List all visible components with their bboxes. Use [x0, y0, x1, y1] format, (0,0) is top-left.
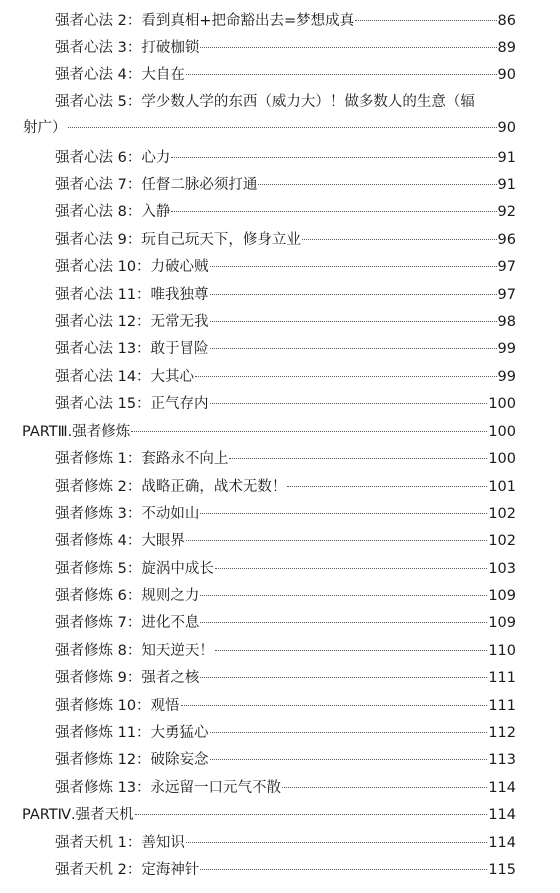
- dot-leader: [210, 321, 497, 322]
- toc-entry-title: 强者修炼 7：进化不息: [55, 615, 200, 631]
- dot-leader: [200, 622, 487, 623]
- toc-entry-title: 强者修炼 2：战略正确，战术无数！: [55, 479, 287, 495]
- toc-entry-training-9[interactable]: [0, 666, 560, 690]
- toc-page-number: 103: [488, 561, 516, 577]
- toc-page-number: 109: [488, 615, 516, 631]
- dot-leader: [171, 211, 496, 212]
- toc-entry-mindset-9[interactable]: [0, 228, 560, 252]
- dot-leader: [210, 759, 488, 760]
- dot-leader: [355, 20, 496, 21]
- toc-part-title: PARTⅢ.强者修炼: [22, 424, 131, 440]
- toc-page-number: 90: [497, 67, 516, 83]
- toc-page-number: 97: [497, 287, 516, 303]
- toc-entry-title: 强者心法 12：无常无我: [55, 314, 209, 330]
- dot-leader: [200, 513, 487, 514]
- toc-page-number: 109: [488, 588, 516, 604]
- toc-entry-secret-2[interactable]: [0, 858, 560, 882]
- dot-leader: [229, 458, 487, 459]
- dot-leader: [210, 294, 497, 295]
- toc-entry-title: 强者天机 1：善知识: [55, 835, 185, 851]
- toc-entry-title: 强者心法 2：看到真相+把命豁出去=梦想成真: [55, 13, 355, 29]
- toc-page-number: 92: [497, 204, 516, 220]
- toc-entry-title: 强者修炼 5：旋涡中成长: [55, 561, 214, 577]
- toc-page-number: 89: [497, 40, 516, 56]
- toc-page-number: 90: [497, 120, 516, 136]
- toc-page-number: 113: [488, 752, 516, 768]
- dot-leader: [210, 266, 497, 267]
- toc-page-number: 91: [497, 177, 516, 193]
- toc-entry-mindset-12[interactable]: [0, 310, 560, 334]
- toc-entry-title: 强者心法 14：大其心: [55, 369, 195, 385]
- dot-leader: [210, 732, 488, 733]
- toc-entry-mindset-15[interactable]: [0, 392, 560, 416]
- dot-leader: [200, 869, 487, 870]
- toc-entry-training-11[interactable]: [0, 721, 560, 745]
- toc-entry-mindset-7[interactable]: [0, 173, 560, 197]
- toc-page-number: 86: [497, 13, 516, 29]
- toc-entry-mindset-8[interactable]: [0, 200, 560, 224]
- toc-page-number: 102: [488, 506, 516, 522]
- toc-entry-training-6[interactable]: [0, 584, 560, 608]
- dot-leader: [131, 431, 487, 432]
- toc-entry-training-4[interactable]: [0, 529, 560, 553]
- dot-leader: [215, 650, 487, 651]
- toc-entry-training-2[interactable]: [0, 475, 560, 499]
- toc-entry-training-12[interactable]: [0, 748, 560, 772]
- toc-entry-title: 强者心法 10：力破心贼: [55, 259, 209, 275]
- toc-part-title: PARTⅣ.强者天机: [22, 807, 134, 823]
- toc-page-number: 114: [488, 780, 516, 796]
- toc-entry-mindset-13[interactable]: [0, 337, 560, 361]
- toc-entry-training-3[interactable]: [0, 502, 560, 526]
- toc-entry-training-13[interactable]: [0, 776, 560, 800]
- toc-entry-title: 强者修炼 11：大勇猛心: [55, 725, 209, 741]
- dot-leader: [210, 403, 488, 404]
- toc-page-number: 100: [488, 451, 516, 467]
- dot-leader: [287, 486, 487, 487]
- toc-page-number: 114: [488, 835, 516, 851]
- dot-leader: [195, 376, 496, 377]
- toc-page-number: 101: [488, 479, 516, 495]
- toc-entry-mindset-6[interactable]: [0, 146, 560, 170]
- toc-page-number: 114: [488, 807, 516, 823]
- toc-entry-title: 强者修炼 4：大眼界: [55, 533, 185, 549]
- dot-leader: [302, 239, 497, 240]
- toc-entry-training-5[interactable]: [0, 557, 560, 581]
- dot-leader: [135, 814, 488, 815]
- toc-entry-mindset-14[interactable]: [0, 365, 560, 389]
- toc-entry-title: 强者心法 13：敢于冒险: [55, 341, 209, 357]
- dot-leader: [68, 127, 497, 128]
- toc-entry-title: 强者心法 6：心力: [55, 150, 171, 166]
- toc-entry-training-10[interactable]: [0, 694, 560, 718]
- toc-part-4-heading[interactable]: [0, 803, 560, 827]
- toc-page-number: 91: [497, 150, 516, 166]
- toc-entry-title: 强者修炼 12：破除妄念: [55, 752, 209, 768]
- toc-entry-title: 强者修炼 6：规则之力: [55, 588, 200, 604]
- dot-leader: [200, 47, 496, 48]
- toc-page-number: 111: [488, 698, 516, 714]
- dot-leader: [258, 184, 496, 185]
- toc-entry-title: 强者修炼 1：套路永不向上: [55, 451, 229, 467]
- toc-page-number: 112: [488, 725, 516, 741]
- toc-page-number: 100: [488, 424, 516, 440]
- toc-entry-title: 强者修炼 3：不动如山: [55, 506, 200, 522]
- dot-leader: [181, 705, 488, 706]
- dot-leader: [200, 677, 487, 678]
- toc-entry-secret-1[interactable]: [0, 831, 560, 855]
- toc-page-number: 115: [488, 862, 516, 878]
- toc-page-number: 98: [497, 314, 516, 330]
- dot-leader: [282, 787, 487, 788]
- toc-entry-title: 强者心法 5：学少数人学的东西（威力大）！做多数人的生意（辐: [55, 94, 475, 110]
- dot-leader: [171, 157, 496, 158]
- toc-entry-title-continued: 射广）: [23, 120, 67, 136]
- toc-entry-mindset-2[interactable]: [0, 9, 560, 33]
- toc-page-number: 99: [497, 369, 516, 385]
- toc-page-number: 99: [497, 341, 516, 357]
- toc-entry-title: 强者心法 7：任督二脉必须打通: [55, 177, 258, 193]
- toc-entry-title: 强者修炼 8：知天逆天！: [55, 643, 214, 659]
- toc-page-number: 102: [488, 533, 516, 549]
- toc-entry-mindset-5[interactable]: [0, 90, 560, 142]
- toc-entry-training-7[interactable]: [0, 611, 560, 635]
- toc-page-number: 100: [488, 396, 516, 412]
- toc-entry-training-1[interactable]: [0, 447, 560, 471]
- dot-leader: [210, 348, 497, 349]
- dot-leader: [186, 74, 497, 75]
- toc-entry-title: 强者心法 3：打破枷锁: [55, 40, 200, 56]
- dot-leader: [200, 595, 487, 596]
- toc-entry-title: 强者心法 11：唯我独尊: [55, 287, 209, 303]
- toc-entry-title: 强者心法 9：玩自己玩天下，修身立业: [55, 232, 301, 248]
- toc-entry-title: 强者心法 4：大自在: [55, 67, 185, 83]
- toc-entry-title: 强者修炼 13：永远留一口元气不散: [55, 780, 282, 796]
- toc-entry-mindset-3[interactable]: [0, 36, 560, 60]
- toc-entry-title: 强者修炼 9：强者之核: [55, 670, 200, 686]
- toc-entry-training-8[interactable]: [0, 639, 560, 663]
- toc-page-number: 110: [488, 643, 516, 659]
- toc-entry-mindset-11[interactable]: [0, 283, 560, 307]
- toc-entry-title: 强者修炼 10：观悟: [55, 698, 180, 714]
- dot-leader: [186, 842, 487, 843]
- toc-entry-mindset-10[interactable]: [0, 255, 560, 279]
- toc-part-3-heading[interactable]: [0, 420, 560, 444]
- dot-leader: [186, 540, 487, 541]
- toc-page-number: 96: [497, 232, 516, 248]
- toc-page-number: 97: [497, 259, 516, 275]
- toc-page-number: 111: [488, 670, 516, 686]
- toc-entry-title: 强者天机 2：定海神针: [55, 862, 200, 878]
- toc-entry-mindset-4[interactable]: [0, 63, 560, 87]
- dot-leader: [215, 568, 487, 569]
- toc-entry-title: 强者心法 15：正气存内: [55, 396, 209, 412]
- toc-entry-title: 强者心法 8：入静: [55, 204, 171, 220]
